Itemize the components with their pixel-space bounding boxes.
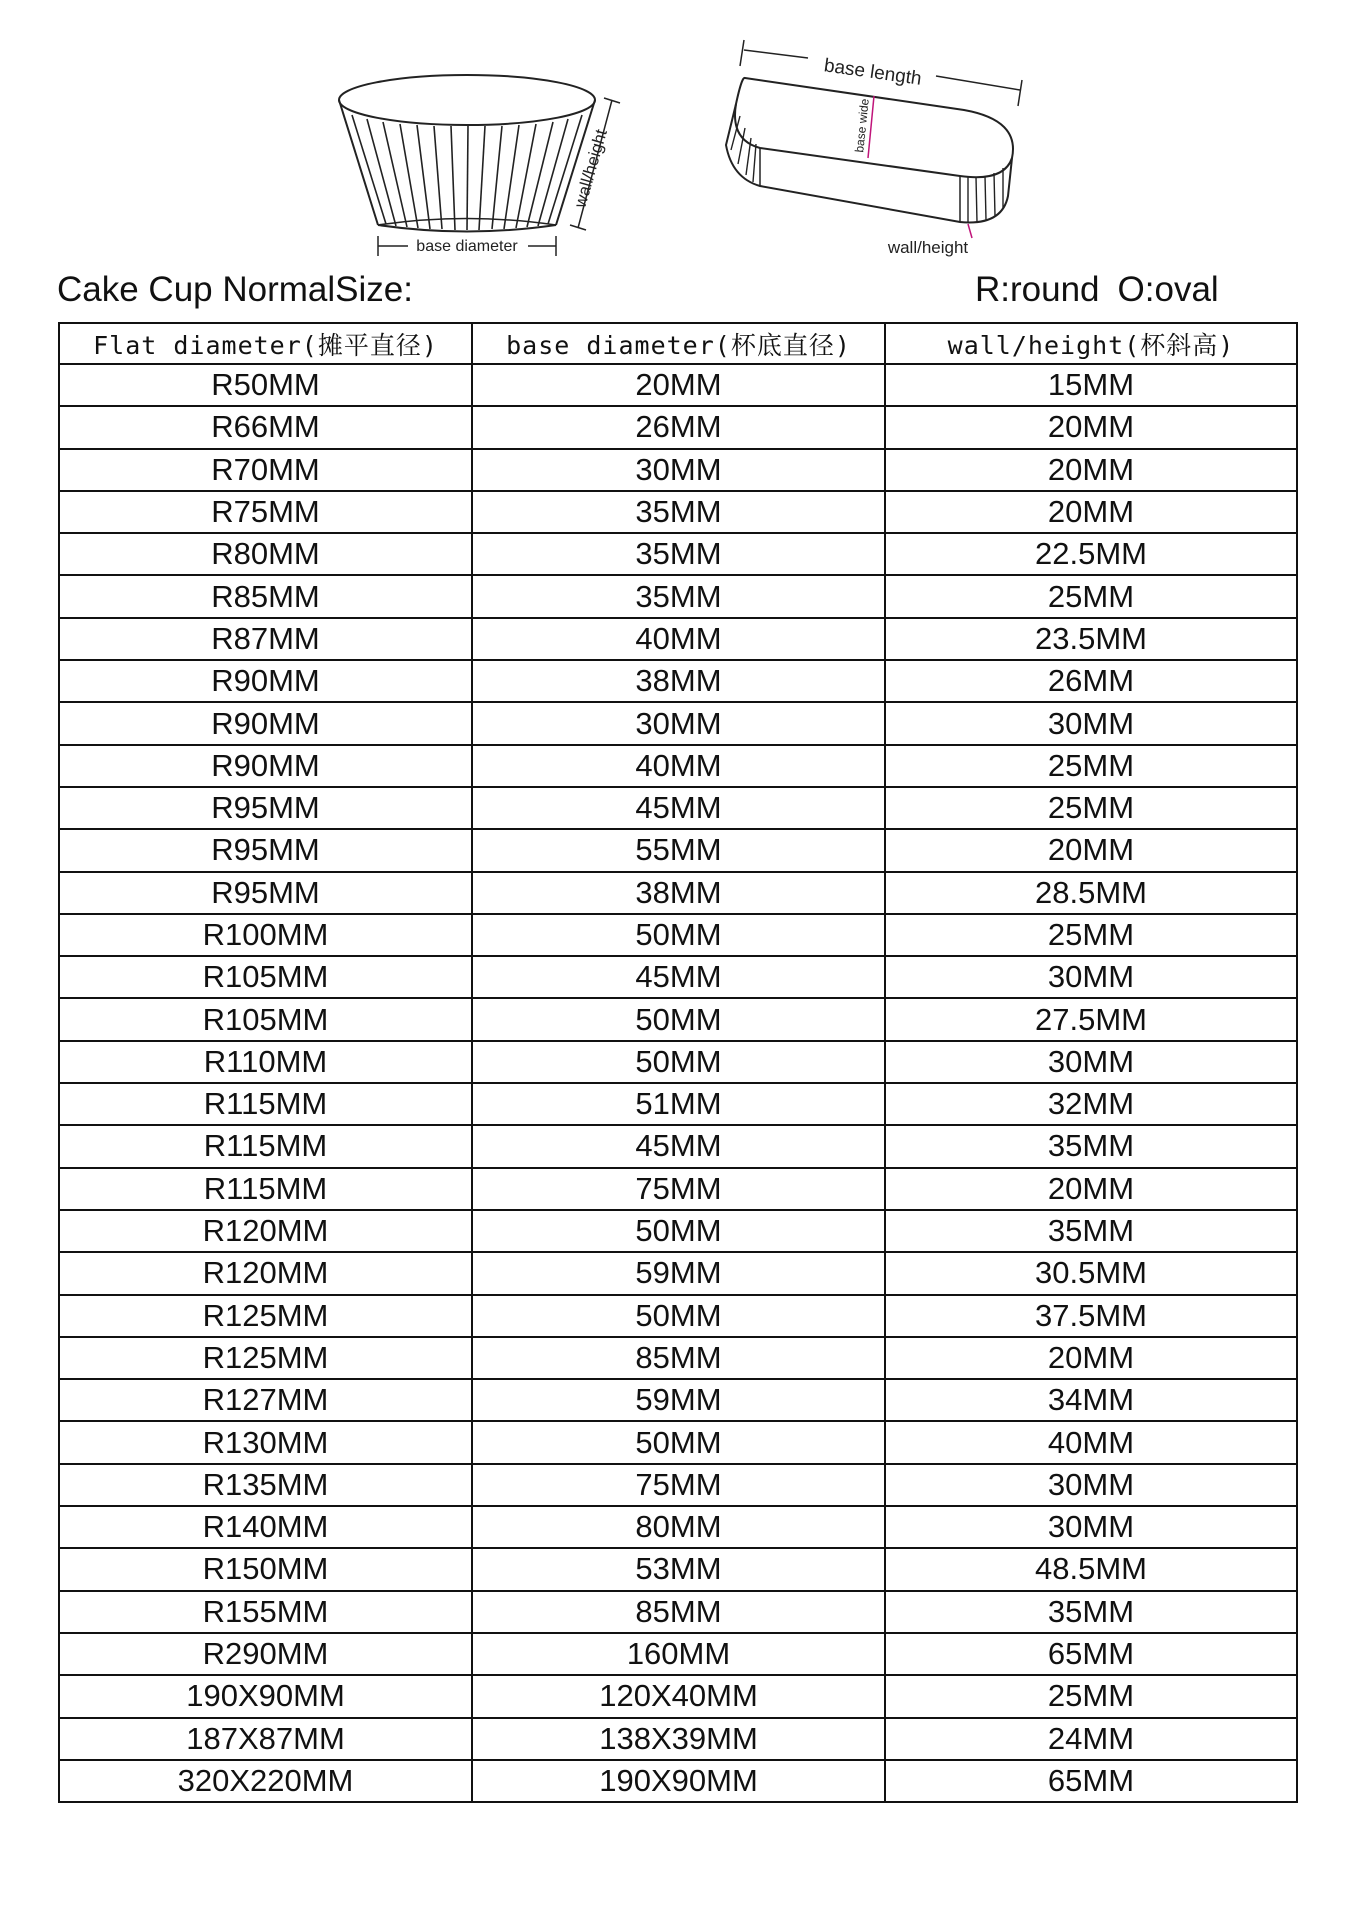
cell-flat-diameter: R80MM: [59, 533, 472, 575]
cell-wall-height: 15MM: [885, 364, 1297, 406]
cell-flat-diameter: R120MM: [59, 1210, 472, 1252]
cell-flat-diameter: R75MM: [59, 491, 472, 533]
cell-base-diameter: 75MM: [472, 1168, 885, 1210]
cell-base-diameter: 75MM: [472, 1464, 885, 1506]
cell-flat-diameter: R90MM: [59, 660, 472, 702]
cell-flat-diameter: 320X220MM: [59, 1760, 472, 1802]
table-row: [59, 1125, 1297, 1167]
cell-wall-height: 25MM: [885, 1675, 1297, 1717]
cell-base-diameter: 50MM: [472, 1295, 885, 1337]
table-row: [59, 702, 1297, 744]
cell-wall-height: 27.5MM: [885, 998, 1297, 1040]
table-row: [59, 618, 1297, 660]
shape-legend: [975, 270, 1219, 310]
cell-wall-height: 30.5MM: [885, 1252, 1297, 1294]
cell-wall-height: 20MM: [885, 1337, 1297, 1379]
cell-wall-height: 30MM: [885, 1041, 1297, 1083]
cell-base-diameter: 35MM: [472, 575, 885, 617]
table-row: [59, 1083, 1297, 1125]
cell-flat-diameter: 187X87MM: [59, 1718, 472, 1760]
table-row: [59, 1421, 1297, 1463]
cell-base-diameter: 26MM: [472, 406, 885, 448]
cell-wall-height: 23.5MM: [885, 618, 1297, 660]
table-row: [59, 1379, 1297, 1421]
table-row: [59, 1506, 1297, 1548]
table-header-row: [59, 323, 1297, 364]
cell-wall-height: 25MM: [885, 745, 1297, 787]
cell-base-diameter: 45MM: [472, 787, 885, 829]
cell-base-diameter: 30MM: [472, 702, 885, 744]
table-row: [59, 1760, 1297, 1802]
page-title: Cake Cup NormalSize:: [57, 270, 413, 309]
cell-flat-diameter: R105MM: [59, 956, 472, 998]
cell-flat-diameter: R90MM: [59, 702, 472, 744]
cell-wall-height: 20MM: [885, 449, 1297, 491]
table-row: [59, 829, 1297, 871]
cell-flat-diameter: R50MM: [59, 364, 472, 406]
cell-flat-diameter: R95MM: [59, 829, 472, 871]
cell-flat-diameter: R130MM: [59, 1421, 472, 1463]
legend-oval: O:oval: [1117, 270, 1219, 309]
cell-flat-diameter: R66MM: [59, 406, 472, 448]
cell-flat-diameter: R135MM: [59, 1464, 472, 1506]
cell-wall-height: 65MM: [885, 1760, 1297, 1802]
cell-base-diameter: 50MM: [472, 914, 885, 956]
oval-cup-width-label: base wide: [852, 97, 872, 154]
cell-flat-diameter: R140MM: [59, 1506, 472, 1548]
cell-flat-diameter: R115MM: [59, 1083, 472, 1125]
table-row: [59, 1041, 1297, 1083]
cell-base-diameter: 38MM: [472, 660, 885, 702]
round-cup-base-label: base diameter: [416, 238, 518, 255]
table-row: [59, 1675, 1297, 1717]
cell-flat-diameter: R95MM: [59, 872, 472, 914]
cell-wall-height: 65MM: [885, 1633, 1297, 1675]
table-row: [59, 1718, 1297, 1760]
cell-wall-height: 24MM: [885, 1718, 1297, 1760]
table-row: [59, 1548, 1297, 1590]
cell-wall-height: 48.5MM: [885, 1548, 1297, 1590]
header-base-diameter: base diameter(杯底直径): [472, 323, 885, 364]
cell-base-diameter: 59MM: [472, 1379, 885, 1421]
cell-base-diameter: 59MM: [472, 1252, 885, 1294]
oval-cup-length-label: base length: [822, 55, 923, 90]
cell-flat-diameter: R100MM: [59, 914, 472, 956]
cell-wall-height: 28.5MM: [885, 872, 1297, 914]
table-row: [59, 914, 1297, 956]
cell-wall-height: 25MM: [885, 787, 1297, 829]
table-row: [59, 1633, 1297, 1675]
round-cup-diagram: [339, 75, 620, 256]
cell-wall-height: 26MM: [885, 660, 1297, 702]
oval-cup-wall-label: wall/height: [887, 238, 969, 257]
cell-wall-height: 30MM: [885, 1464, 1297, 1506]
table-row: [59, 364, 1297, 406]
cell-base-diameter: 138X39MM: [472, 1718, 885, 1760]
cell-base-diameter: 120X40MM: [472, 1675, 885, 1717]
cell-flat-diameter: R155MM: [59, 1591, 472, 1633]
cell-base-diameter: 51MM: [472, 1083, 885, 1125]
table-row: [59, 787, 1297, 829]
cell-wall-height: 34MM: [885, 1379, 1297, 1421]
cell-base-diameter: 85MM: [472, 1337, 885, 1379]
table-row: [59, 660, 1297, 702]
cell-base-diameter: 30MM: [472, 449, 885, 491]
cell-base-diameter: 50MM: [472, 1421, 885, 1463]
cell-flat-diameter: R95MM: [59, 787, 472, 829]
cell-base-diameter: 35MM: [472, 533, 885, 575]
cell-base-diameter: 50MM: [472, 998, 885, 1040]
header-flat-diameter: Flat diameter(摊平直径): [59, 323, 472, 364]
round-cup-wall-label: wall/height: [570, 127, 611, 210]
cell-flat-diameter: R85MM: [59, 575, 472, 617]
cell-wall-height: 30MM: [885, 956, 1297, 998]
cell-wall-height: 22.5MM: [885, 533, 1297, 575]
cell-flat-diameter: R290MM: [59, 1633, 472, 1675]
cell-wall-height: 25MM: [885, 914, 1297, 956]
table-row: [59, 1295, 1297, 1337]
cell-flat-diameter: R70MM: [59, 449, 472, 491]
cell-wall-height: 30MM: [885, 702, 1297, 744]
table-row: [59, 1210, 1297, 1252]
cell-flat-diameter: R90MM: [59, 745, 472, 787]
cell-flat-diameter: R115MM: [59, 1168, 472, 1210]
table-row: [59, 1168, 1297, 1210]
cell-wall-height: 37.5MM: [885, 1295, 1297, 1337]
cell-flat-diameter: R110MM: [59, 1041, 472, 1083]
table-row: [59, 998, 1297, 1040]
cell-base-diameter: 85MM: [472, 1591, 885, 1633]
cell-flat-diameter: R115MM: [59, 1125, 472, 1167]
cell-wall-height: 20MM: [885, 1168, 1297, 1210]
cell-wall-height: 20MM: [885, 406, 1297, 448]
table-row: [59, 449, 1297, 491]
cell-flat-diameter: R125MM: [59, 1295, 472, 1337]
cell-base-diameter: 35MM: [472, 491, 885, 533]
table-row: [59, 533, 1297, 575]
cell-flat-diameter: R150MM: [59, 1548, 472, 1590]
cell-wall-height: 35MM: [885, 1210, 1297, 1252]
cell-base-diameter: 160MM: [472, 1633, 885, 1675]
cell-wall-height: 35MM: [885, 1125, 1297, 1167]
cell-wall-height: 32MM: [885, 1083, 1297, 1125]
cell-base-diameter: 38MM: [472, 872, 885, 914]
cell-base-diameter: 80MM: [472, 1506, 885, 1548]
table-row: [59, 956, 1297, 998]
table-row: [59, 491, 1297, 533]
cell-base-diameter: 45MM: [472, 1125, 885, 1167]
cell-wall-height: 35MM: [885, 1591, 1297, 1633]
size-table: [58, 322, 1298, 1803]
table-row: [59, 575, 1297, 617]
table-row: [59, 406, 1297, 448]
cell-base-diameter: 190X90MM: [472, 1760, 885, 1802]
cell-wall-height: 25MM: [885, 575, 1297, 617]
cell-base-diameter: 50MM: [472, 1210, 885, 1252]
cell-flat-diameter: R120MM: [59, 1252, 472, 1294]
cell-base-diameter: 53MM: [472, 1548, 885, 1590]
cake-cup-diagrams: [0, 0, 1348, 270]
table-row: [59, 745, 1297, 787]
header-wall-height: wall/height(杯斜高): [885, 323, 1297, 364]
table-row: [59, 1591, 1297, 1633]
legend-round: R:round: [975, 270, 1100, 309]
cell-flat-diameter: 190X90MM: [59, 1675, 472, 1717]
cell-base-diameter: 20MM: [472, 364, 885, 406]
cell-wall-height: 20MM: [885, 829, 1297, 871]
cell-wall-height: 40MM: [885, 1421, 1297, 1463]
cell-wall-height: 20MM: [885, 491, 1297, 533]
cell-base-diameter: 40MM: [472, 618, 885, 660]
cell-base-diameter: 45MM: [472, 956, 885, 998]
cell-wall-height: 30MM: [885, 1506, 1297, 1548]
cell-base-diameter: 40MM: [472, 745, 885, 787]
table-row: [59, 1337, 1297, 1379]
cell-flat-diameter: R125MM: [59, 1337, 472, 1379]
cell-flat-diameter: R127MM: [59, 1379, 472, 1421]
cell-flat-diameter: R87MM: [59, 618, 472, 660]
table-row: [59, 1252, 1297, 1294]
cell-base-diameter: 50MM: [472, 1041, 885, 1083]
cell-flat-diameter: R105MM: [59, 998, 472, 1040]
table-row: [59, 872, 1297, 914]
table-row: [59, 1464, 1297, 1506]
cell-base-diameter: 55MM: [472, 829, 885, 871]
